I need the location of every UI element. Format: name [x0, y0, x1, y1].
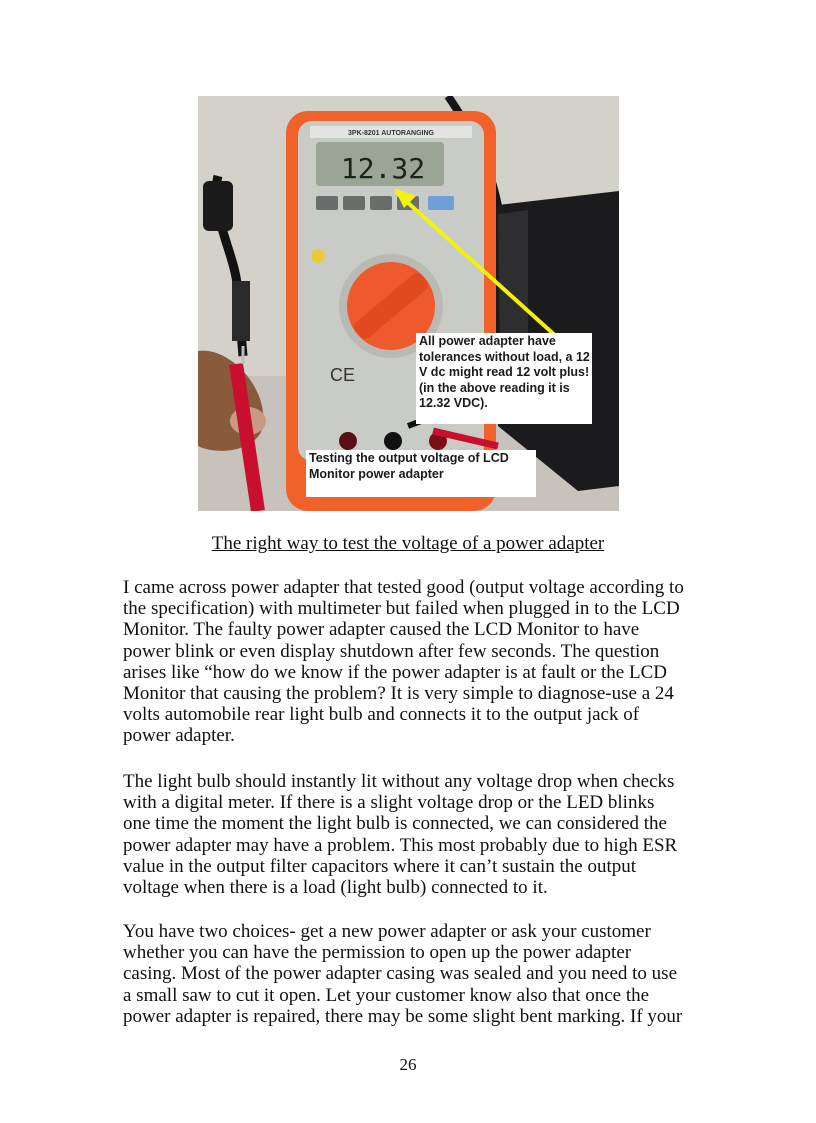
callout-line: 12.32 VDC). — [419, 396, 488, 410]
callout-line: V dc might read 12 volt plus! — [419, 365, 590, 379]
paragraph — [123, 921, 703, 1027]
text-line: the specification) with multimeter but failed when plugged in to the LCD — [123, 598, 680, 620]
page-number: 26 — [399, 1055, 417, 1074]
ce-mark: CE — [330, 365, 356, 385]
text-line: power adapter. — [123, 725, 235, 747]
text-line: power adapter is repaired, there may be some slight bent marking. If your — [123, 1005, 683, 1027]
meter-buttons — [316, 196, 454, 210]
text-line: value in the output filter capacitors where it can’t sustain the output — [123, 855, 637, 877]
text-line: a small saw to cut it open. Let your customer know also that once the — [123, 984, 650, 1006]
text-line: Monitor. The faulty power adapter caused the LCD Monitor to have — [123, 619, 640, 641]
callout-testing — [306, 450, 536, 497]
callout-line: tolerances without load, a 12 — [419, 349, 590, 364]
meter-brand-label: 3PK-8201 AUTORANGING — [348, 130, 434, 137]
text-line: Monitor that causing the problem? It is very simple to diagnose-use a 24 — [123, 683, 674, 705]
callout-line: All power adapter have — [419, 334, 556, 348]
text-line: whether you can have the permission to open up the power adapter — [123, 942, 632, 964]
text-line: with a digital meter. If there is a slight voltage drop or the LED blinks — [123, 792, 655, 814]
text-line: power adapter may have a problem. This most probably due to high ESR — [123, 834, 678, 856]
multimeter-photo — [198, 96, 619, 511]
callout-line: Testing the output voltage of LCD — [309, 451, 509, 465]
lcd-reading: 12.32 — [340, 152, 426, 185]
text-line: arises like “how do we know if the power adapter is at fault or the LCD — [123, 661, 667, 683]
text-line: power blink or even display shutdown after few seconds. The question — [123, 640, 660, 662]
text-line: casing. Most of the power adapter casing was sealed and you need to use — [123, 963, 677, 985]
callout-line: Monitor power adapter — [309, 466, 444, 481]
text-line: You have two choices- get a new power adapter or ask your customer — [123, 921, 651, 942]
callout-adapter-tolerance — [416, 333, 592, 424]
paragraph — [123, 577, 703, 747]
text-line: one time the moment the light bulb is connected, we can considered the — [123, 813, 667, 835]
text-line: I came across power adapter that tested good (output voltage according to — [123, 577, 684, 598]
figure-caption: The right way to test the voltage of a power adapter — [211, 533, 605, 554]
text-line: volts automobile rear light bulb and connects it to the output jack of — [123, 704, 640, 726]
text-line: voltage when there is a load (light bulb) connected to it. — [123, 877, 548, 899]
text-line: The light bulb should instantly lit without any voltage drop when checks — [123, 771, 675, 792]
multimeter-illustration — [198, 96, 619, 511]
paragraph — [123, 771, 703, 898]
callout-line: (in the above reading it is — [419, 380, 570, 395]
